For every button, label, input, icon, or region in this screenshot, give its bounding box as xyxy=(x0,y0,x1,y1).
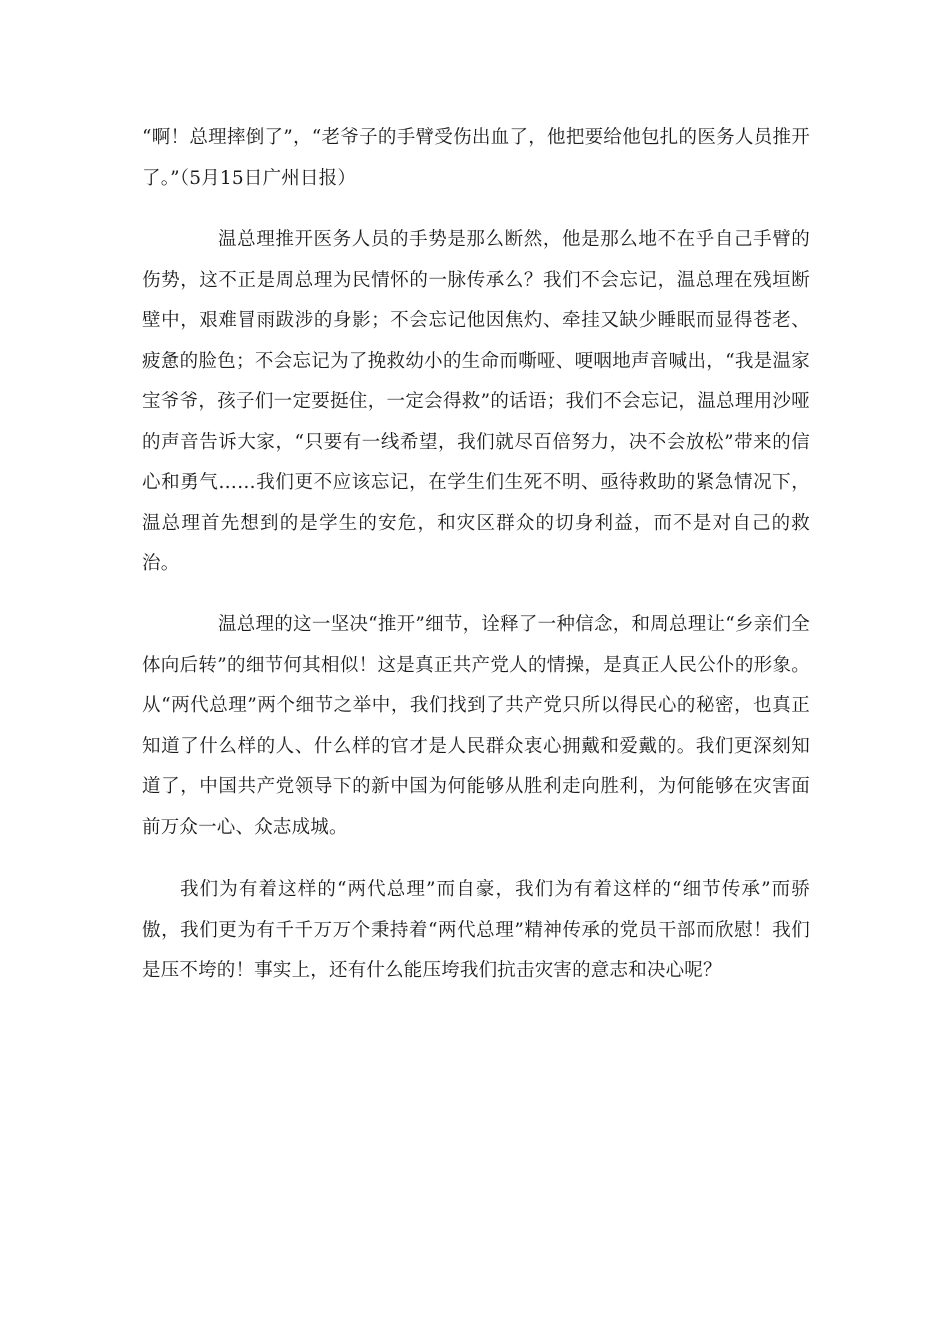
paragraph-2: 温总理推开医务人员的手势是那么断然，他是那么地不在乎自己手臂的伤势，这不正是周总理为民情怀的一脉传承么？我们不会忘记，温总理在残垣断壁中，艰难冒雨跋涉的身影；不会忘记他因焦灼、牵挂又缺少睡眠而显得苍老、疲惫的脸色；不会忘记为了挽救幼小的生命而嘶哑、哽咽地声音喊出，“我是温家宝爷爷，孩子们一定要挺住，一定会得救”的话语；我们不会忘记，温总理用沙哑的声音告诉大家，“只要有一线希望，我们就尽百倍努力，决不会放松”带来的信心和勇气……我们更不应该忘记，在学生们生死不明、亟待救助的紧急情况下，温总理首先想到的是学生的安危，和灾区群众的切身利益，而不是对自己的救治。 xyxy=(142,229,810,574)
paragraph-1: “啊！总理摔倒了”，“老爷子的手臂受伤出血了，他把要给他包扎的医务人员推开了。”（5月15日广州日报） xyxy=(142,127,810,189)
paragraph-4: 我们为有着这样的“两代总理”而自豪，我们为有着这样的“细节传承”而骄傲，我们更为有千千万万个秉持着“两代总理”精神传承的党员干部而欣慰！我们是压不垮的！事实上，还有什么能压垮我们抗击灾害的意志和决心呢？ xyxy=(142,879,810,981)
paragraph-3: 温总理的这一坚决“推开”细节，诠释了一种信念，和周总理让“乡亲们全体向后转”的细节何其相似！这是真正共产党人的情操，是真正人民公仆的形象。从“两代总理”两个细节之举中，我们找到了共产党只所以得民心的秘密，也真正知道了什么样的人、什么样的官才是人民群众衷心拥戴和爱戴的。我们更深刻知道了，中国共产党领导下的新中国为何能够从胜利走向胜利，为何能够在灾害面前万众一心、众志成城。 xyxy=(142,614,810,838)
